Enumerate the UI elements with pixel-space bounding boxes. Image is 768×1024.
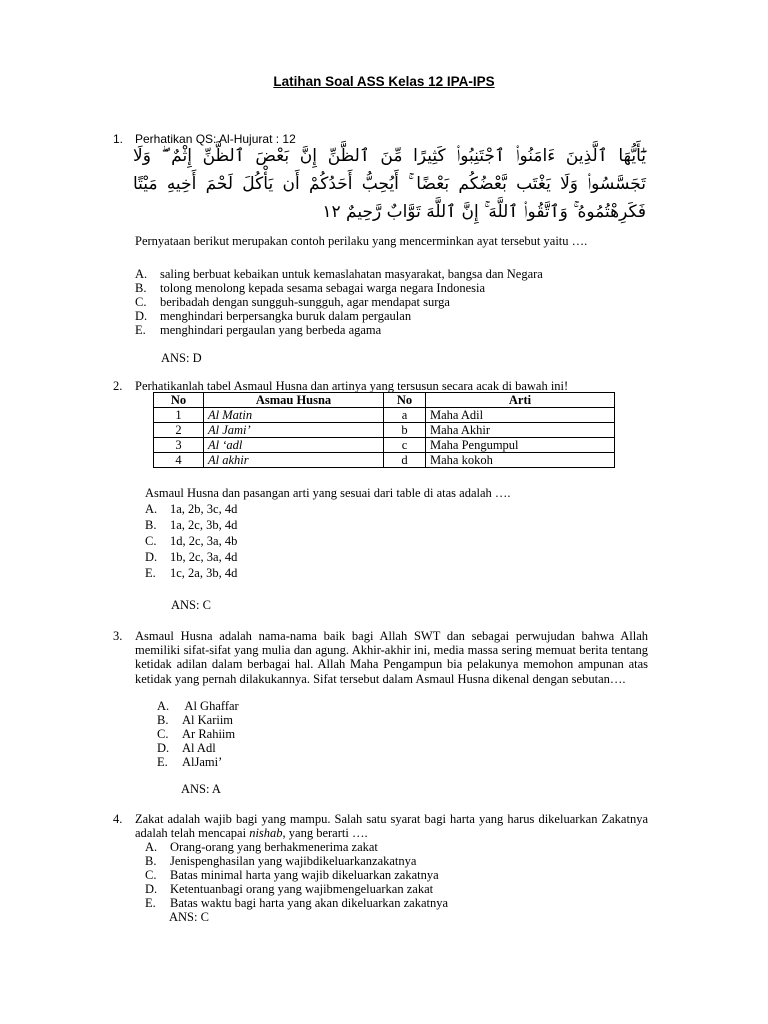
q2-option-c: [145, 534, 237, 549]
option-text: saling berbuat kebaikan untuk kemaslahatan masyarakat, bangsa dan Negara: [160, 267, 543, 281]
q3-option-e: [157, 755, 222, 770]
row-arti: Maha Pengumpul: [426, 438, 615, 453]
q2-option-e: [145, 566, 237, 581]
option-text: Jenispenghasilan yang wajibdikeluarkanzakatnya: [170, 854, 417, 868]
option-letter: D.: [135, 309, 148, 323]
q1-intro: Perhatikan QS: Al-Hujurat : 12: [135, 132, 296, 146]
row-no: 4: [154, 453, 204, 468]
q3-option-c: [157, 727, 235, 742]
option-text: 1d, 2c, 3a, 4b: [170, 534, 238, 548]
q4-question: [135, 812, 648, 840]
q3-number: 3.: [113, 629, 123, 643]
q4-number: 4.: [113, 812, 123, 826]
q2-option-a: [145, 502, 237, 517]
q1-option-d: [135, 309, 411, 324]
row-asmau-husna: Al Jami’: [204, 423, 384, 438]
option-text: menghindari pergaulan yang berbeda agama: [160, 323, 382, 337]
q1-option-e: [135, 323, 381, 338]
option-text: 1a, 2b, 3c, 4d: [170, 502, 238, 516]
option-letter: E.: [145, 566, 156, 580]
row-arti: Maha kokoh: [426, 453, 615, 468]
option-letter: A.: [145, 502, 158, 516]
option-letter: A.: [135, 267, 148, 281]
q2-answer: ANS: C: [171, 598, 211, 612]
option-text: tolong menolong kepada sesama sebagai warga negara Indonesia: [160, 281, 485, 295]
q1-option-c: [135, 295, 450, 310]
option-letter: C.: [145, 868, 157, 882]
q2-option-b: [145, 518, 237, 533]
option-letter: B.: [135, 281, 147, 295]
q2-intro: Perhatikanlah tabel Asmaul Husna dan artinya yang tersusun secara acak di bawah ini!: [135, 379, 569, 393]
q4-answer: ANS: C: [169, 910, 209, 924]
row-no: 2: [154, 423, 204, 438]
row-no: 1: [154, 408, 204, 423]
table-header-row: [154, 393, 615, 408]
q2-option-d: [145, 550, 237, 565]
q4-option-b: [145, 854, 416, 869]
q1-option-a: [135, 267, 543, 282]
option-letter: E.: [157, 755, 168, 769]
row-no: 3: [154, 438, 204, 453]
option-text: Al Kariim: [182, 713, 234, 727]
option-text: Orang-orang yang berhakmenerima zakat: [170, 840, 378, 854]
table-row: [154, 438, 615, 453]
option-text: 1a, 2c, 3b, 4d: [170, 518, 238, 532]
q3-option-b: [157, 713, 233, 728]
q3-option-d: [157, 741, 216, 756]
q1-answer: ANS: D: [161, 351, 202, 365]
q2-question: Asmaul Husna dan pasangan arti yang sesuai dari table di atas adalah ….: [145, 486, 511, 500]
q1-number: 1.: [113, 132, 124, 146]
q4-option-a: [145, 840, 378, 855]
option-text: menghindari berpersangka buruk dalam pergaulan: [160, 309, 412, 323]
option-text: Batas minimal harta yang wajib dikeluarkan zakatnya: [170, 868, 439, 882]
q4-option-e: [145, 896, 448, 911]
option-letter: C.: [135, 295, 147, 309]
option-letter: A.: [145, 840, 158, 854]
option-letter: D.: [157, 741, 170, 755]
header-no-2: No: [384, 393, 426, 408]
header-asmau-husna: Asmau Husna: [204, 393, 384, 408]
document-title: Latihan Soal ASS Kelas 12 IPA-IPS: [273, 74, 495, 89]
q4-question-text: Zakat adalah wajib bagi yang mampu. Salah satu syarat bagi harta yang harus dikeluarkan Zakatnya adalah telah mencapai: [135, 812, 648, 841]
row-asmau-husna: Al akhir: [204, 453, 384, 468]
q3-option-a: [157, 699, 239, 714]
row-asmau-husna: Al Matin: [204, 408, 384, 423]
row-letter: c: [384, 438, 426, 453]
option-letter: B.: [157, 713, 169, 727]
option-letter: E.: [135, 323, 146, 337]
row-letter: a: [384, 408, 426, 423]
table-row: [154, 423, 615, 438]
row-arti: Maha Adil: [426, 408, 615, 423]
option-letter: B.: [145, 854, 157, 868]
row-arti: Maha Akhir: [426, 423, 615, 438]
q4-nishab-term: nishab: [249, 826, 283, 841]
option-letter: D.: [145, 882, 158, 896]
row-letter: b: [384, 423, 426, 438]
option-letter: A.: [157, 699, 170, 713]
option-text: Ar Rahiim: [182, 727, 236, 741]
q4-question-end: , yang berarti ….: [282, 826, 368, 841]
option-letter: E.: [145, 896, 156, 910]
row-letter: d: [384, 453, 426, 468]
q4-option-c: [145, 868, 439, 883]
header-arti: Arti: [426, 393, 615, 408]
option-text: 1c, 2a, 3b, 4d: [170, 566, 238, 580]
q1-question: Pernyataan berikut merupakan contoh perilaku yang mencerminkan ayat tersebut yaitu ….: [135, 234, 588, 248]
option-letter: D.: [145, 550, 158, 564]
option-text: Al Adl: [182, 741, 216, 755]
option-letter: C.: [157, 727, 169, 741]
q1-option-b: [135, 281, 485, 296]
header-no: No: [154, 393, 204, 408]
option-text: AlJami’: [182, 755, 223, 769]
option-text: Batas waktu bagi harta yang akan dikeluarkan zakatnya: [170, 896, 449, 910]
q1-arabic-verse: يَٰٓأَيُّهَا ٱلَّذِينَ ءَامَنُوا۟ ٱجْتَنِبُوا۟ كَثِيرًا مِّنَ ٱلظَّنِّ إِنَّ بَعْضَ ٱلظَّنِّ إِثْمٌ ۖ وَلَا تَجَسَّسُوا۟ وَلَا يَغْتَب بَّعْضُكُم بَعْضًا ۚ أَيُحِبُّ أَحَدُكُمْ أَن يَأْكُلَ لَحْمَ أَخِيهِ مَيْتًا فَكَرِهْتُمُوهُ ۚ وَٱتَّقُوا۟ ٱللَّهَ ۚ إِنَّ ٱللَّهَ تَوَّابٌ رَّحِيمٌ ١٢: [133, 146, 646, 222]
option-letter: B.: [145, 518, 157, 532]
table-row: [154, 408, 615, 423]
q2-number: 2.: [113, 379, 123, 393]
q4-option-d: [145, 882, 433, 897]
q3-answer: ANS: A: [181, 782, 221, 796]
option-text: beribadah dengan sungguh-sungguh, agar mendapat surga: [160, 295, 450, 309]
q3-question: Asmaul Husna adalah nama-nama baik bagi Allah SWT dan sebagai perwujudan bahwa Allah memiliki sifat-sifat yang mulia dan agung. Akhir-akhir ini, media massa sering memuat berita tentang ketidak adilan dalam berbagai hal. Allah Maha Pengampun bia pelakunya memohon ampunan atas ketidak yang pernah dilakukannya. Sifat tersebut dalam Asmaul Husna dikenal dengan sebutan….: [135, 629, 648, 686]
option-text: Al Ghaffar: [182, 699, 239, 713]
option-letter: C.: [145, 534, 157, 548]
table-row: [154, 453, 615, 468]
option-text: Ketentuanbagi orang yang wajibmengeluarkan zakat: [170, 882, 434, 896]
row-asmau-husna: Al ‘adl: [204, 438, 384, 453]
option-text: 1b, 2c, 3a, 4d: [170, 550, 238, 564]
asmaul-husna-table: [153, 392, 615, 468]
